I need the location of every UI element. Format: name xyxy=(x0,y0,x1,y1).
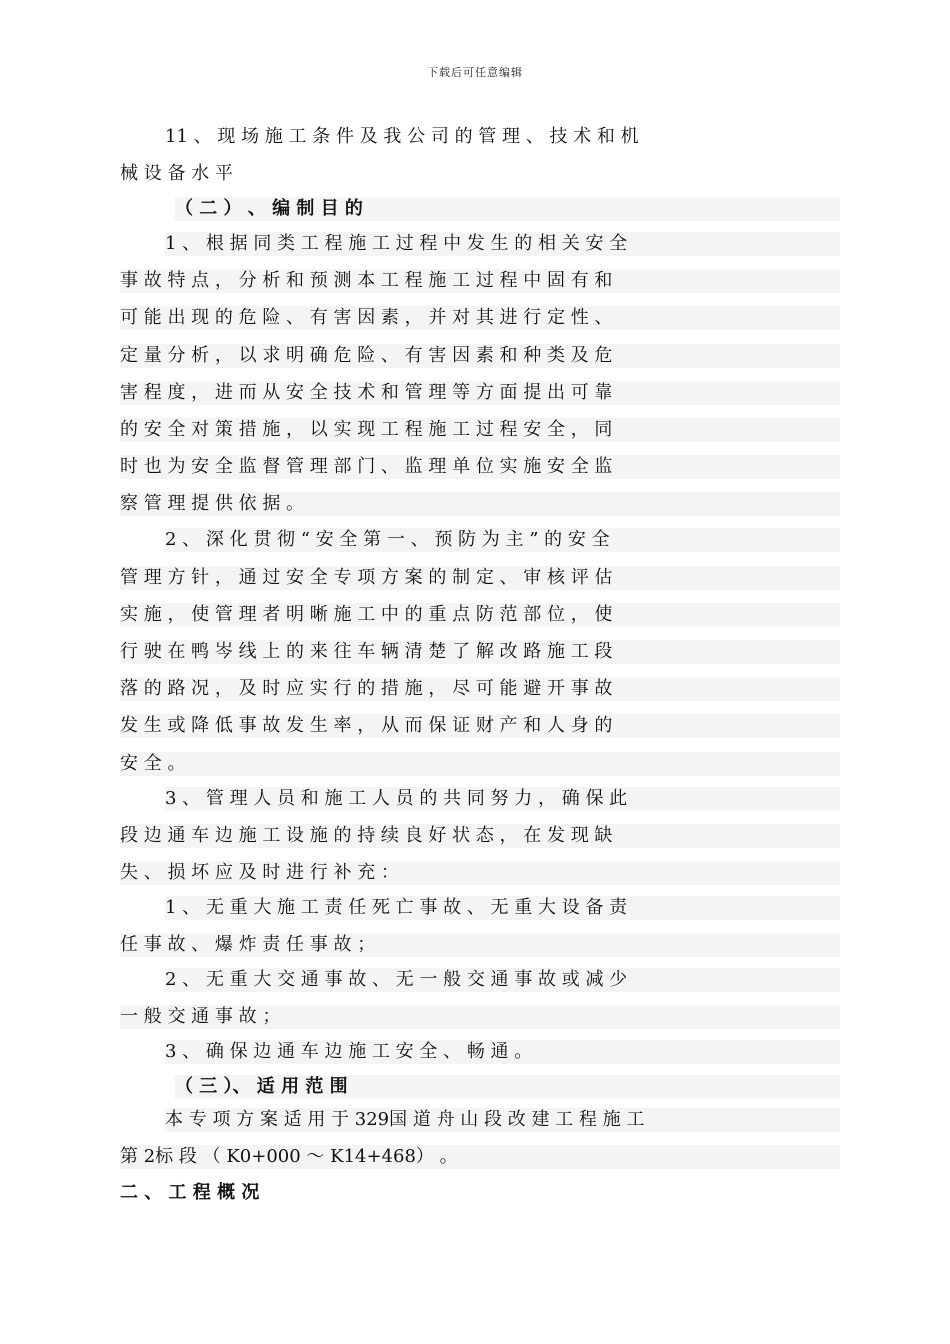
text-line: 3 、 管 理 人 员 和 施 工 人 员 的 共 同 努 力 ， 确 保 此 xyxy=(165,787,840,811)
section-heading: （ 三 ）、 适 用 范 围 xyxy=(175,1075,840,1099)
text-line: 失 、 损 坏 应 及 时 进 行 补 充 ： xyxy=(120,861,840,885)
text-line: 的 安 全 对 策 措 施 ， 以 实 现 工 程 施 工 过 程 安 全 ， 同 xyxy=(120,418,840,442)
text-line: 安 全 。 xyxy=(120,752,840,776)
text-line: 害 程 度 ， 进 而 从 安 全 技 术 和 管 理 等 方 面 提 出 可 靠 xyxy=(120,381,840,405)
text-line: 定 量 分 析 ， 以 求 明 确 危 险 、 有 害 因 素 和 种 类 及 危 xyxy=(120,344,840,368)
text-line: 1 、 根 据 同 类 工 程 施 工 过 程 中 发 生 的 相 关 安 全 xyxy=(165,232,840,256)
text-line: 可 能 出 现 的 危 险 、 有 害 因 素 ， 并 对 其 进 行 定 性 、 xyxy=(120,306,840,330)
text-line: 2 、 无 重 大 交 通 事 故 、 无 一 般 交 通 事 故 或 减 少 xyxy=(165,968,840,992)
section-heading: （ 二 ） 、 编 制 目 的 xyxy=(175,197,840,221)
text-line: 实 施 ， 使 管 理 者 明 晰 施 工 中 的 重 点 防 范 部 位 ， 使 xyxy=(120,603,840,627)
text-line: 事 故 特 点 ， 分 析 和 预 测 本 工 程 施 工 过 程 中 固 有 和 xyxy=(120,269,840,293)
text-line: 本 专 项 方 案 适 用 于 329国 道 舟 山 段 改 建 工 程 施 工 xyxy=(165,1108,840,1132)
text-line: 察 管 理 提 供 依 据 。 xyxy=(120,492,840,516)
text-line: 时 也 为 安 全 监 督 管 理 部 门 、 监 理 单 位 实 施 安 全 监 xyxy=(120,455,840,479)
text-line: 一 般 交 通 事 故 ； xyxy=(120,1005,840,1029)
text-line: 任 事 故 、 爆 炸 责 任 事 故 ； xyxy=(120,933,840,957)
text-line: 落 的 路 况 ， 及 时 应 实 行 的 措 施 ， 尽 可 能 避 开 事 故 xyxy=(120,677,840,701)
section-heading: 二 、 工 程 概 况 xyxy=(120,1182,260,1203)
text-line: 1 、 无 重 大 施 工 责 任 死 亡 事 故 、 无 重 大 设 备 责 xyxy=(165,896,840,920)
text-line: 械 设 备 水 平 xyxy=(120,163,233,184)
text-line: 第 2标 段 （ K0+000 ～ K14+468） 。 xyxy=(120,1145,840,1169)
text-line: 2 、 深 化 贯 彻 “ 安 全 第 一 、 预 防 为 主 ” 的 安 全 xyxy=(165,528,840,552)
text-line: 行 驶 在 鸭 岑 线 上 的 来 往 车 辆 清 楚 了 解 改 路 施 工 段 xyxy=(120,640,840,664)
text-line: 段 边 通 车 边 施 工 设 施 的 持 续 良 好 状 态 ， 在 发 现 缺 xyxy=(120,824,840,848)
text-line: 3 、 确 保 边 通 车 边 施 工 安 全 、 畅 通 。 xyxy=(165,1040,840,1064)
text-line: 发 生 或 降 低 事 故 发 生 率 ， 从 而 保 证 财 产 和 人 身 的 xyxy=(120,714,840,738)
text-line: 11 、 现 场 施 工 条 件 及 我 公 司 的 管 理 、 技 术 和 机 xyxy=(165,126,639,147)
text-line: 管 理 方 针 ， 通 过 安 全 专 项 方 案 的 制 定 、 审 核 评 估 xyxy=(120,566,840,590)
page-header: 下载后可任意编辑 xyxy=(427,66,523,79)
